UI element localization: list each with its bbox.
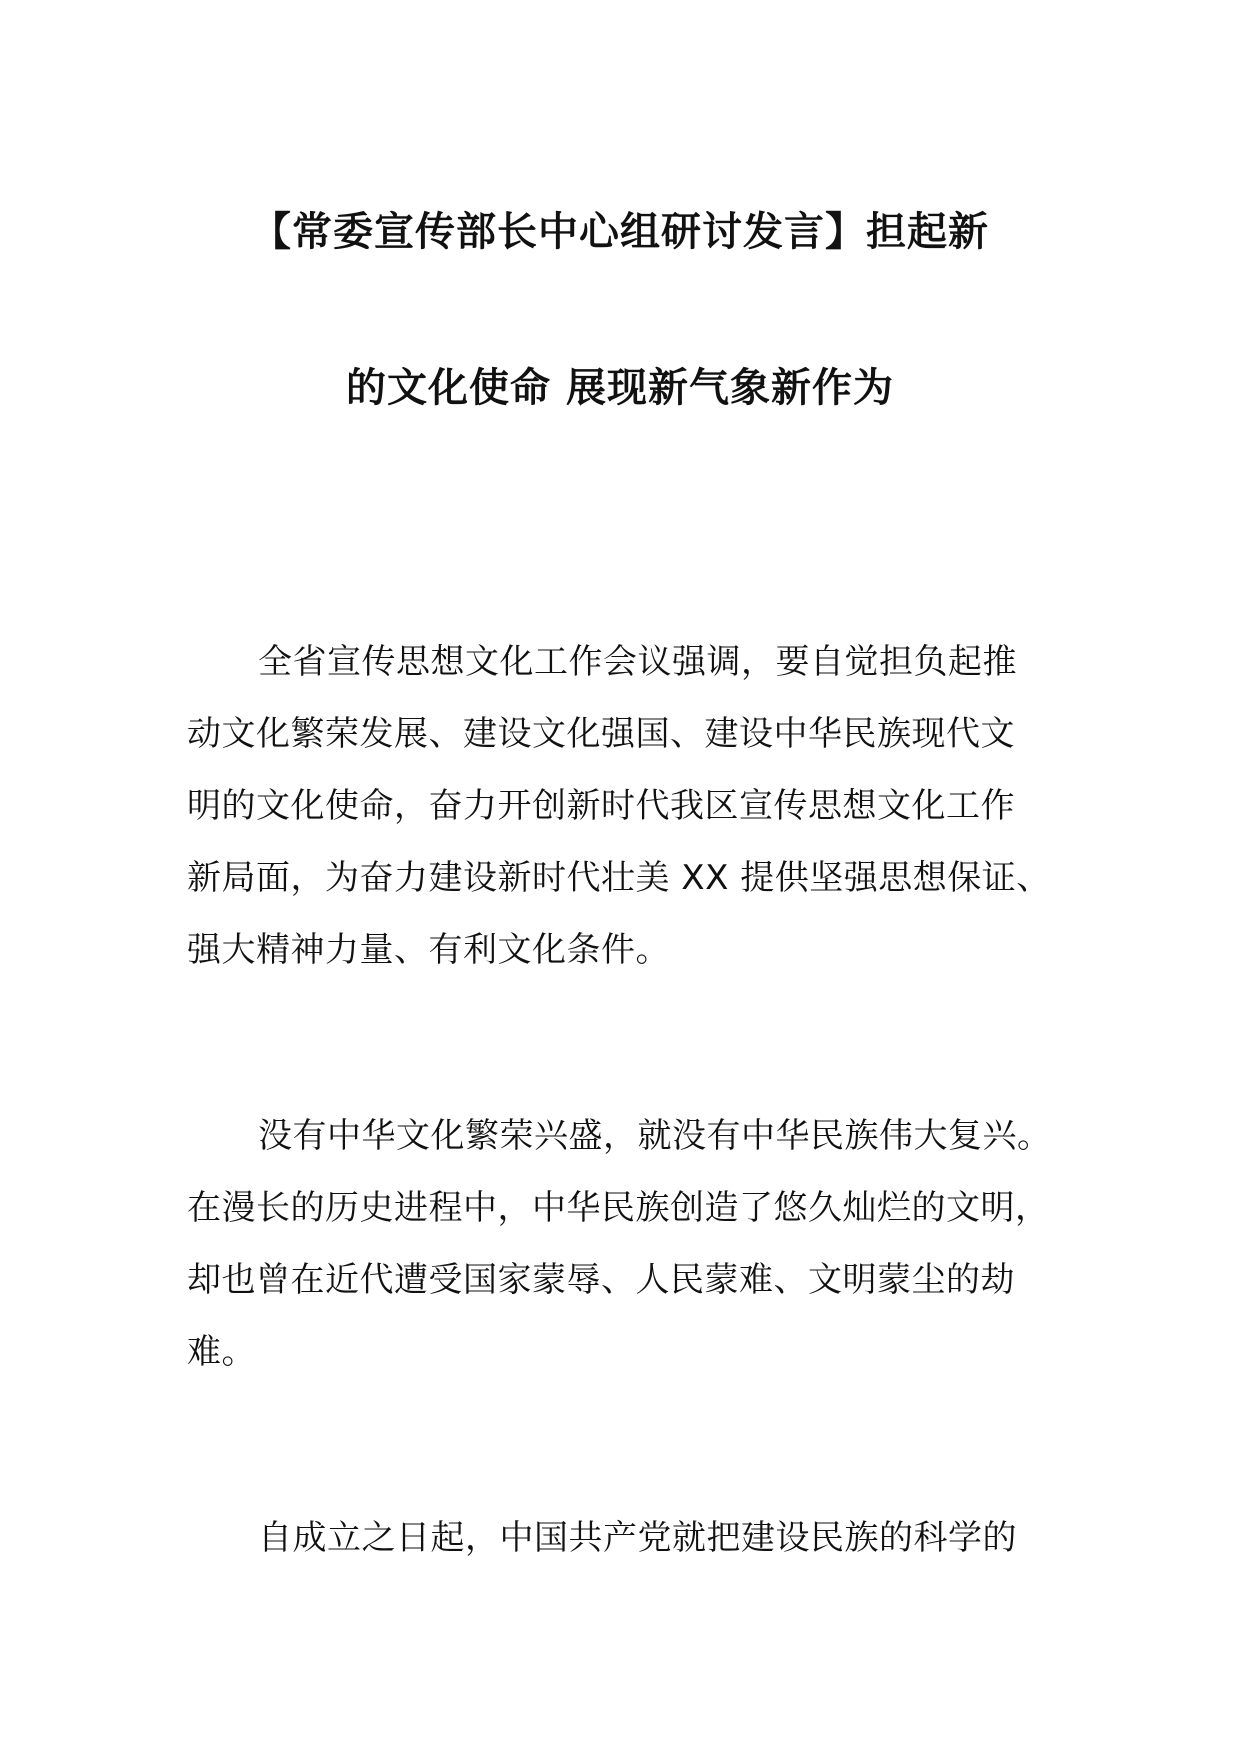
paragraph-2-line-2: 在漫长的历史进程中，中华民族创造了悠久灿烂的文明， <box>187 1188 1050 1228</box>
paragraph-1-line-2: 动文化繁荣发展、建设文化强国、建设中华民族现代文 <box>187 714 1015 754</box>
paragraph-2-line-4: 难。 <box>187 1332 256 1372</box>
paragraph-1-line-5: 强大精神力量、有利文化条件。 <box>187 930 670 970</box>
paragraph-2-line-1: 没有中华文化繁荣兴盛，就没有中华民族伟大复兴。 <box>258 1116 1052 1156</box>
paragraph-2-line-3: 却也曾在近代遭受国家蒙辱、人民蒙难、文明蒙尘的劫 <box>187 1260 1015 1300</box>
document-title-line-1: 【常委宣传部长中心组研讨发言】担起新 <box>251 209 989 255</box>
paragraph-3-line-1: 自成立之日起，中国共产党就把建设民族的科学的 <box>258 1518 1017 1558</box>
paragraph-1-line-3: 明的文化使命，奋力开创新时代我区宣传思想文化工作 <box>187 786 1015 826</box>
paragraph-1-line-4: 新局面，为奋力建设新时代壮美 XX 提供坚强思想保证、 <box>187 858 1051 898</box>
paragraph-1-line-1: 全省宣传思想文化工作会议强调，要自觉担负起推 <box>258 642 1017 682</box>
document-title-line-2: 的文化使命 展现新气象新作为 <box>346 365 894 411</box>
